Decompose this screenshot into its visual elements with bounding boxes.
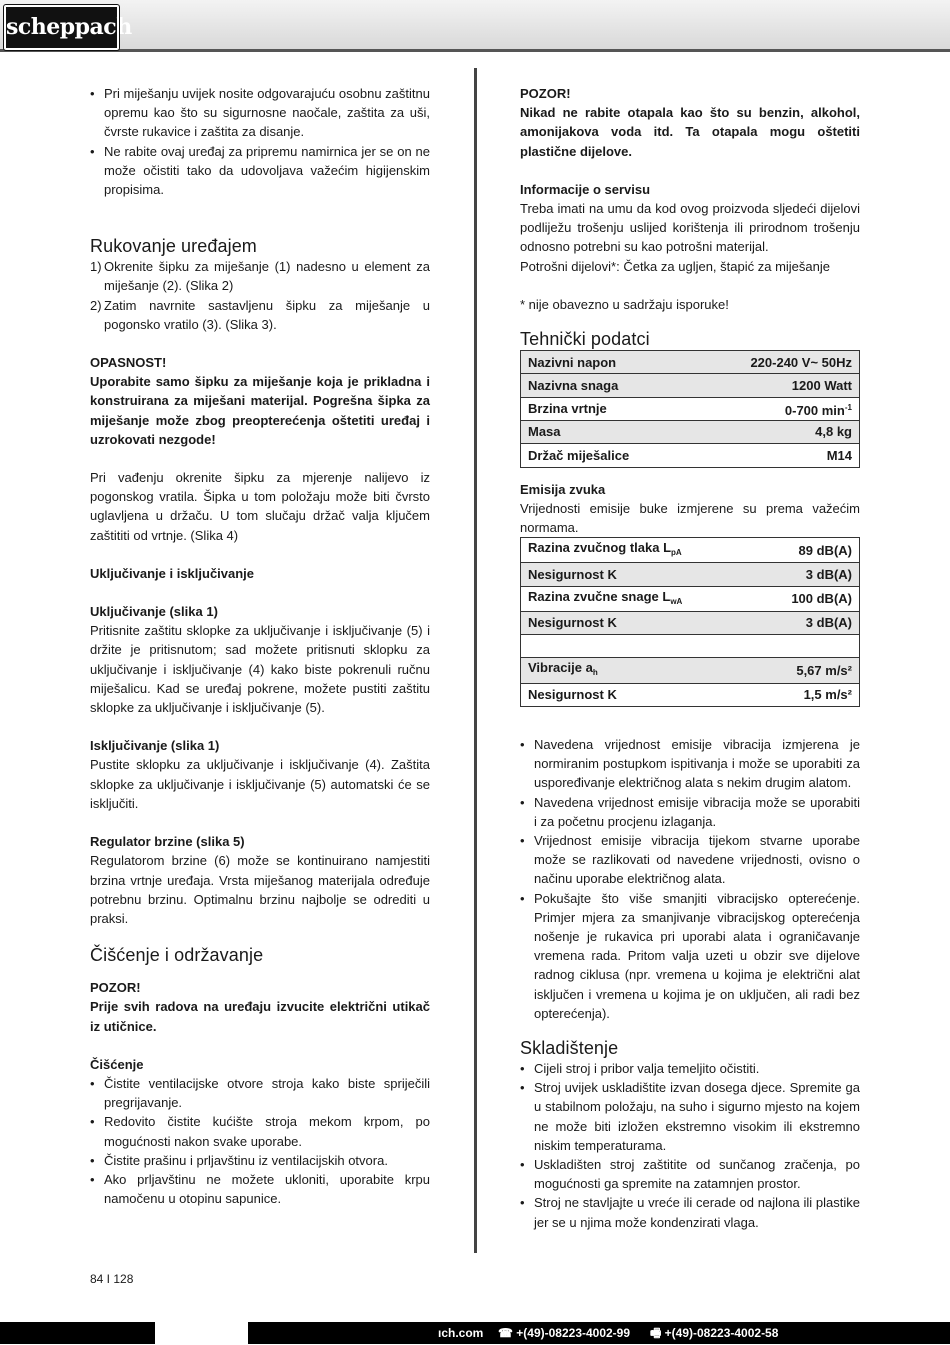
tech-table: [520, 350, 860, 467]
clean-subtitle: Čišćenje: [90, 1056, 144, 1072]
spec-value: M14: [690, 444, 860, 467]
onoff-title: Uključivanje i isključivanje: [90, 565, 255, 581]
spec-value-sup: -1: [844, 402, 852, 412]
spec-label-text: Razina zvučne snage L: [528, 588, 671, 604]
spec-value: 89 dB(A): [798, 542, 852, 558]
section-title-tech: Tehnički podatci: [520, 329, 650, 350]
wear-parts: Potrošni dijelovi*: Četka za ugljen, štapić za miješanje: [520, 258, 830, 274]
spec-label: Masa: [521, 420, 690, 443]
table-row: [521, 374, 860, 397]
list-item: • Redovito čistite kućište stroja mekom krpom, po mogućnosti nakon svake uporabe.: [90, 1112, 430, 1150]
left-column: [90, 84, 430, 1208]
spec-value: 1200 Watt: [690, 374, 860, 397]
on-title: Uključivanje (slika 1): [90, 604, 218, 620]
spec-label: Nesigurnost K: [521, 563, 756, 586]
table-row: [521, 611, 860, 634]
spec-label-text: Vibracije a: [528, 660, 593, 676]
spec-value: 1,5 m/s²: [755, 683, 859, 706]
spec-label-sub: h: [592, 668, 598, 678]
section-title-handling: Rukovanje uređajem: [90, 236, 257, 257]
handling-steps: [90, 257, 430, 334]
table-row: [521, 420, 860, 443]
step-text: Okrenite šipku za miješanje (1) nadesno u element za miješanje (2). (Slika 2): [104, 259, 430, 294]
right-column: [520, 84, 860, 1232]
removal-text: Pri vađenju okrenite šipku za mjerenje nalijevo iz pogonskog vratila. Šipka u tom položaju može biti čvrsto uglavljena u držaču. U tom slučaju držač valja ključem zaštititi od vrtnje. (Slika 4): [90, 470, 430, 543]
list-item: [90, 296, 430, 334]
list-item: • Stroj ne stavljajte u vreće ili cerade od najlona ili plastike jer se u njima može kondenzirati vlaga.: [520, 1193, 860, 1231]
table-row: [521, 635, 860, 658]
spec-value-text: 0-700 min: [784, 402, 845, 418]
footer-contact-bar: [248, 1322, 950, 1344]
column-divider: [474, 68, 477, 1253]
service-title: Informacije o servisu: [520, 181, 651, 197]
table-row: [521, 397, 860, 420]
footer-website[interactable]: ıch.com: [438, 1326, 484, 1340]
spec-value: [755, 635, 859, 658]
step-text: Zatim navrnite sastavljenu šipku za miješanje u pogonsko vratilo (3). (Slika 3).: [104, 297, 430, 332]
danger-text: Uporabite samo šipku za miješanje koja je prikladna i konstruirana za miješani materijal. Pogrešna šipka za miješanje može zbog preopterećenja oštetiti uređaj i uzrokovati nezgode!: [90, 374, 430, 447]
danger-title: OPASNOST!: [90, 355, 167, 371]
header-bar: [0, 0, 950, 52]
step-number: 1): [90, 259, 102, 275]
speed-text: Regulatorom brzine (6) može se kontinuirano namjestiti brzina vrtnje uređaja. Vrsta miješanog materijala određuje potrebnu brzinu. Optimalnu brzinu najbolje se odrediti u praksi.: [90, 853, 430, 926]
brand-logo: scheppach: [4, 5, 119, 50]
service-text: Treba imati na umu da kod ovog proizvoda sljedeći dijelovi podliježu trošenju uslijed korištenja ili prirodnom trošenju odnosno potrebni su kao potrošni materijal.: [520, 201, 860, 255]
list-item: • Stroj uvijek uskladištite izvan dosega djece. Spremite ga u stabilnom položaju, na suho i sigurno mjesto na kojem ne može biti izložen ekstremno visokim ili ekstremno niskim temperaturama.: [520, 1078, 860, 1155]
attention-title: POZOR!: [520, 86, 571, 101]
spec-value: [690, 397, 860, 420]
attention-title: POZOR!: [90, 980, 141, 996]
table-row: [521, 563, 860, 586]
table-row: [521, 444, 860, 467]
footer: [0, 1322, 950, 1344]
intro-bullet-list: [90, 84, 430, 199]
spec-label: [521, 635, 756, 658]
vibration-bullet-list: [520, 735, 860, 1023]
off-title: Isključivanje (slika 1): [90, 738, 220, 754]
list-item: • Čistite ventilacijske otvore stroja kako biste spriječili pregrijavanje.: [90, 1074, 430, 1112]
list-item: • Pokušajte što više smanjiti vibracijsko opterećenje. Primjer mjera za smanjivanje vibracijskog opterećenja nošenje je rukavica pri uporabi alata i ograničavanje vremena rada. Pritom valja uzeti u obzir sve dijelove radnog ciklusa (npr. vremena u kojima je električni alat isključen i vremena u kojima je on uključen, ali radi bez opterećenja).: [520, 889, 860, 1023]
noise-title: Emisija zvuka: [520, 481, 606, 497]
spec-label: Držač miješalice: [521, 444, 690, 467]
list-item: • Ako prljavštinu ne možete ukloniti, uporabite krpu namočenu u otopinu sapunice.: [90, 1170, 430, 1208]
spec-value: 100 dB(A): [755, 586, 859, 611]
spec-value: 3 dB(A): [755, 563, 859, 586]
table-row: [521, 658, 860, 683]
list-item: • Navedena vrijednost emisije vibracija može se uporabiti i za početnu procjenu izlaganja.: [520, 793, 860, 831]
section-title-storage: Skladištenje: [520, 1037, 619, 1058]
attention-text: Nikad ne rabite otapala kao što su benzin, alkohol, amonijakova voda itd. Ta otapala mogu oštetiti plastične dijelove.: [520, 105, 860, 159]
list-item: • Uskladišten stroj zaštitite od sunčanog zračenja, po mogućnosti ga spremite na zatamnjen prostor.: [520, 1155, 860, 1193]
spec-label: Nesigurnost K: [521, 611, 756, 634]
list-item: [90, 257, 430, 295]
step-number: 2): [90, 297, 102, 313]
spec-value: 220-240 V~ 50Hz: [690, 351, 860, 374]
list-item: • Navedena vrijednost emisije vibracija izmjerena je normiranim postupkom ispitivanja i može se uporabiti za uspoređivanje električnog alata s nekim drugim alatom.: [520, 735, 860, 793]
table-row: [521, 586, 860, 611]
footer-fax: 🖷 +(49)-08223-4002-58: [650, 1326, 779, 1340]
table-row: [521, 538, 860, 563]
spec-label-sub: pA: [671, 548, 682, 558]
section-title-cleaning: Čišćenje i održavanje: [90, 945, 264, 966]
on-text: Pritisnite zaštitu sklopke za uključivanje i isključivanje (5) i držite je pritisnutom; sad možete pritisnuti sklopku za uključivanje i isključivanje (4) kako biste pokrenuli ručnu miješalicu. Kad se uređaj pokrene, možete pustiti zaštitu sklopke za uključivanje i isključivanje (5).: [90, 623, 430, 716]
spec-value: 5,67 m/s²: [755, 658, 859, 683]
spec-label-text: Razina zvučnog tlaka L: [528, 540, 672, 556]
noise-table: [520, 537, 860, 707]
spec-label: Nesigurnost K: [521, 683, 756, 706]
off-text: Pustite sklopku za uključivanje i isključivanje (4). Zaštita sklopke za uključivanje i isključivanje (5) automatski će se isključiti.: [90, 757, 430, 811]
list-item: • Vrijednost emisije vibracija tijekom stvarne uporabe može se razlikovati od navedene vrijednosti, ovisno o načinu uporabe električnog alata.: [520, 831, 860, 889]
speed-title: Regulator brzine (slika 5): [90, 834, 245, 850]
spec-label: [521, 658, 756, 683]
page-number: 84 I 128: [90, 1272, 134, 1286]
footer-block-left: [0, 1322, 155, 1344]
spec-label: Brzina vrtnje: [521, 397, 690, 420]
spec-value: 4,8 kg: [690, 420, 860, 443]
list-item: • Čistite prašinu i prljavštinu iz ventilacijskih otvora.: [90, 1151, 430, 1170]
storage-bullet-list: [520, 1059, 860, 1232]
table-row: [521, 351, 860, 374]
spec-label: [521, 586, 756, 611]
spec-value: 3 dB(A): [755, 611, 859, 634]
footer-phone: ☎ +(49)-08223-4002-99: [498, 1326, 631, 1340]
clean-bullet-list: [90, 1074, 430, 1208]
spec-label-sub: wA: [670, 596, 683, 606]
list-item: • Ne rabite ovaj uređaj za pripremu namirnica jer se on ne može očistiti tako da udovoljava važećim higijenskim propisima.: [90, 142, 430, 200]
spec-label: [521, 538, 756, 563]
attention-text: Prije svih radova na uređaju izvucite električni utikač iz utičnice.: [90, 999, 430, 1034]
list-item: • Cijeli stroj i pribor valja temeljito očistiti.: [520, 1059, 860, 1078]
footnote: * nije obavezno u sadržaju isporuke!: [520, 296, 729, 312]
spec-label: Nazivni napon: [521, 351, 690, 374]
list-item: • Pri miješanju uvijek nosite odgovarajuću osobnu zaštitnu opremu kao što su sigurnosne naočale, zaštita za uši, čvrste rukavice i zaštita za disanje.: [90, 84, 430, 142]
spec-label: Nazivna snaga: [521, 374, 690, 397]
noise-text: Vrijednosti emisije buke izmjerene su prema važećim normama.: [520, 500, 860, 535]
table-row: [521, 683, 860, 706]
